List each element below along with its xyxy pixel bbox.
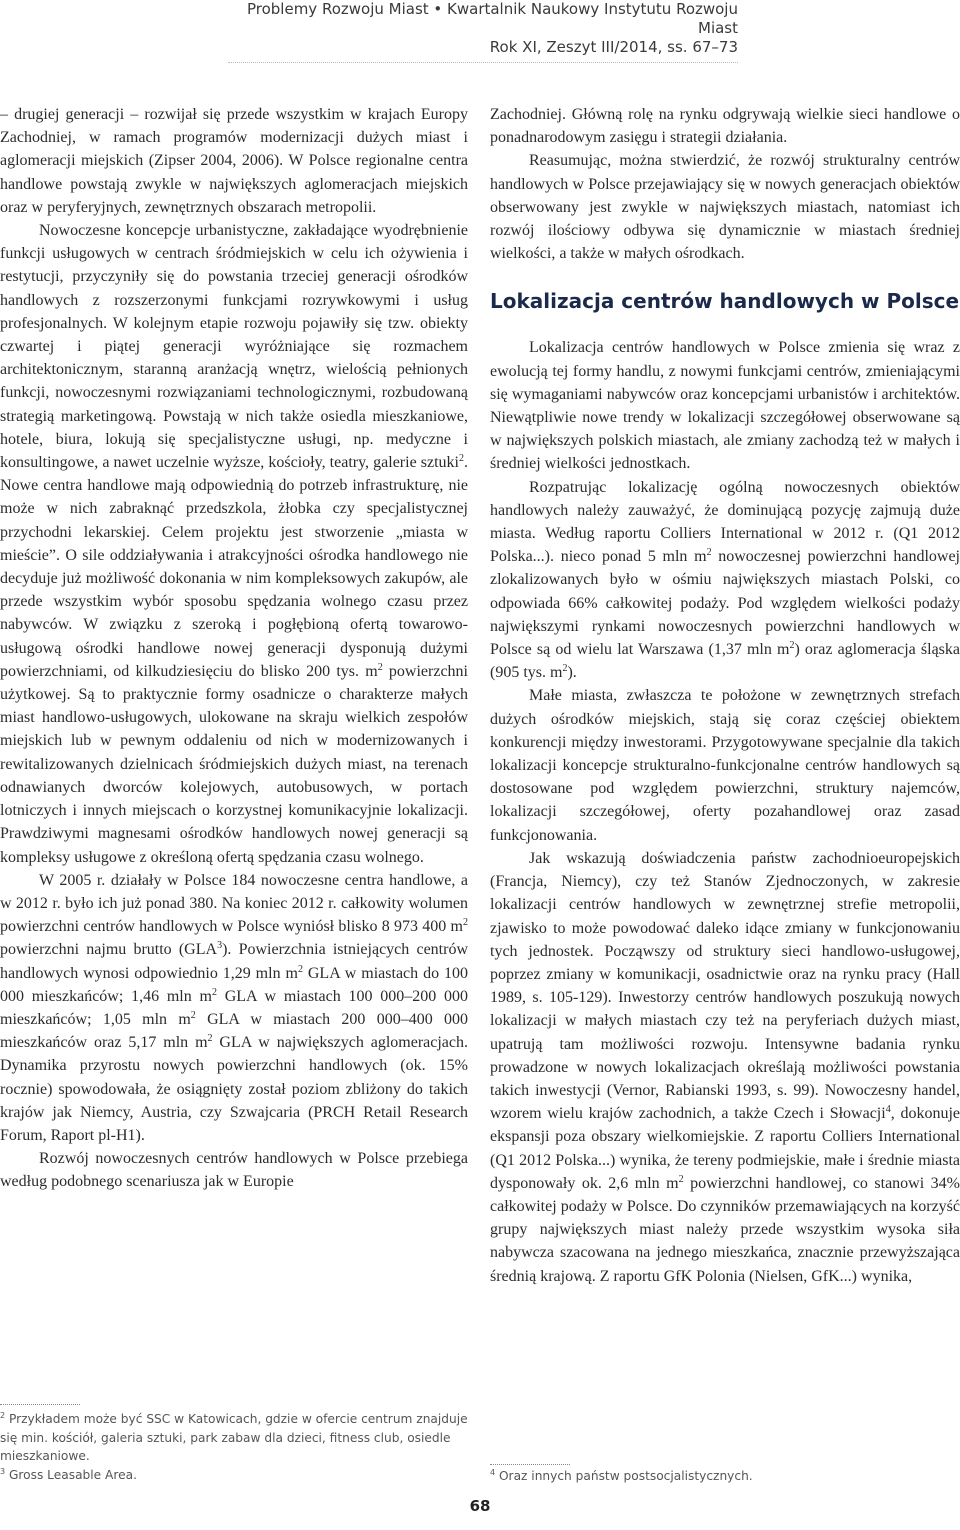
paragraph (490, 847, 960, 1288)
footnote-ref[interactable]: 4 (885, 1104, 891, 1116)
superscript: 2 (463, 917, 468, 929)
superscript: 2 (678, 1173, 684, 1185)
footnote-divider (0, 1404, 80, 1405)
journal-title: Problemy Rozwoju Miast • Kwartalnik Naukowy Instytutu Rozwoju Miast (246, 0, 738, 37)
text-run: ) oraz aglomeracja śląska (905 tys. m (490, 641, 960, 682)
text-run: ). Powierzchnia istniejących centrów handlowych wynosi odpowiednio 1,29 mln m (0, 941, 469, 982)
section-heading: Lokalizacja centrów handlowych w Polsce (490, 289, 960, 314)
superscript: 2 (297, 963, 303, 975)
text-run: , dokonuje ekspansji poza obszary wielkomiejskie. Z raportu Colliers International (Q1 2012 Polska...) wynika, że tereny podmiejskie, małe i średnie miasta dysponowały ok. 2,6 mln m (490, 1105, 960, 1192)
issue-info: Rok XI, Zeszyt III/2014, ss. 67–73 (489, 38, 738, 56)
superscript: 2 (377, 661, 383, 673)
paragraph: Rozwój nowoczesnych centrów handlowych w Polsce przebiega według podobnego scenariusza jak w Europie (0, 1150, 468, 1191)
footnote-3 (0, 1466, 468, 1485)
text-run: Rozpatrując lokalizację ogólną nowoczesnych obiektów handlowych należy zauważyć, że dominującą pozycję zajmują duże miasta. Według raportu Colliers International w 2012 r. (Q1 2012 Polska...). nieco ponad 5 mln m (490, 478, 960, 566)
footnote-4 (490, 1467, 960, 1486)
text-run: GLA w miastach 100 000–200 000 mieszkańców; 1,05 mln m (0, 987, 469, 1028)
text-run: GLA w miastach 200 000–400 000 mieszkańców oraz 5,17 mln m (0, 1010, 468, 1052)
paragraph: Reasumując, można stwierdzić, że rozwój strukturalny centrów handlowych w Polsce przejawiający się w nowych generacjach obiektów obserwowany jest zwykle w największych miastach, natomiast ich rozwój ilościowy odbywa się dynamicznie w miastach średniej wielkości, a także w małych ośrodkach. (490, 152, 960, 263)
superscript: 2 (789, 640, 795, 652)
left-column (0, 103, 468, 1194)
running-header (218, 0, 738, 57)
footnotes-right (490, 1467, 960, 1486)
paragraph: – drugiej generacji – rozwijał się przede wszystkim w krajach Europy Zachodniej, w ramach programów modernizacji dużych miast i aglomeracji miejskich (Zipser 2004, 2006). W Polsce regionalne centra handlowe powstają zwykle w największych aglomeracjach miejskich oraz w peryferyjnych, zewnętrznych obszarach metropolii. (0, 106, 468, 216)
superscript: 2 (706, 547, 712, 559)
header-divider (228, 62, 738, 63)
text-run: powierzchni handlowej, co stanowi 34% całkowitej podaży w Polsce. Do czynników przemawiających na korzyść grupy największych miast należy przede wszystkim wysoka siła nabywcza szacowana na jednego mieszkańca, znacznie przewyższająca średnią krajową. Z raportu GfK Polonia (Nielsen, GfK...) wynika, (490, 1174, 960, 1285)
footnote-divider (490, 1464, 570, 1465)
paragraph: Zachodniej. Główną rolę na rynku odgrywają wielkie sieci handlowe o ponadnarodowym zasięgu i strategii działania. (490, 106, 960, 147)
superscript: 2 (211, 986, 217, 998)
footnote-text: Przykładem może być SSC w Katowicach, gdzie w ofercie centrum znajduje się min. kościół, galeria sztuki, park zabaw dla dzieci, fitness club, osiedle mieszkaniowe. (0, 1412, 468, 1463)
footnote-number: 2 (0, 1411, 6, 1420)
footnote-2 (0, 1410, 468, 1466)
footnote-ref[interactable]: 2 (459, 453, 464, 465)
footnote-number: 4 (490, 1468, 496, 1477)
text-run: ). (567, 664, 577, 682)
text-run: powierzchni najmu brutto (GLA (0, 941, 218, 959)
text-run: GLA w miastach do 100 000 mieszkańców; 1,46 mln m (0, 964, 469, 1005)
right-column (490, 103, 960, 1288)
paragraph (0, 219, 468, 869)
text-run: Jak wskazują doświadczenia państw zachodnioeuropejskich (Francja, Niemcy), czy też Stanów Zjednoczonych, w zakresie lokalizacji centrów handlowych w zewnętrznej strefie metropolii, zjawisko to może powodować daleko idące zmiany w funkcjonowaniu tych jednostek. Począwszy od struktury sieci handlowo-usługowej, poprzez zmiany w komunikacji, osadnictwie oraz na rynku pracy (Hall 1989, s. 105-129). Inwestorzy centrów handlowych poszukują nowych lokalizacji w małych miastach czy też na peryferiach dużych miast, upatrują tam możliwości rozwoju. Intensywne badania rynku prowadzone w nowych lokalizacjach określają możliwości powstania takich inwestycji (Vernor, Rabianski 1993, s. 99). Nowoczesny handel, wzorem wielu krajów zachodnich, a także Czech i Słowacji (490, 849, 960, 1123)
page-number: 68 (469, 1497, 491, 1515)
superscript: 2 (190, 1009, 196, 1021)
superscript: 2 (207, 1033, 213, 1045)
footnote-ref[interactable]: 3 (217, 940, 223, 952)
text-run: GLA w największych aglomeracjach. Dynamika przyrostu nowych powierzchni handlowych (ok. 15% rocznie) spowodowała, że osiągnięty został poziom zbliżony do takich krajów jak Niemcy, Austria, czy Szwajcaria (PRCH Retail Research Forum, Raport pl-H1). (0, 1034, 468, 1144)
paragraph (490, 476, 960, 685)
footnote-text: Oraz innych państw postsocjalistycznych. (495, 1469, 753, 1483)
paragraph: Lokalizacja centrów handlowych w Polsce zmienia się wraz z ewolucją tej formy handlu, z nowymi funkcjami centrów, zmieniającymi się wymaganiami nabywców oraz koncepcjami urbanistów i architektów. Niewątpliwie nowe trendy w lokalizacji szczegółowej obserwowane są w największych polskich miastach, ale zmiany zachodzą też w małych i średniej wielkości jednostkach. (490, 339, 960, 473)
footnote-number: 3 (0, 1466, 6, 1476)
footnotes-left (0, 1410, 468, 1484)
text-run: . Nowe centra handlowe mają odpowiednią do potrzeb infrastrukturę, nie może w nich zabraknąć przedszkola, żłobka czy specjalistycznej przychodni lekarskiej. Celem projektu jest stworzenie „miasta w mieście”. O sile oddziaływania i atrakcyjności ośrodka handlowego nie decyduje już możliwość dokonania w nim kompleksowych zakupów, ale przede wszystkim wybór sposobu spędzania wolnego czasu przez nabywców. W związku z szeroką i pogłębioną ofertą towarowo-usługową ośrodki handlowe nowej generacji dysponują dużymi powierzchniami, od kilkudziesięciu do blisko 200 tys. m (0, 454, 468, 680)
footnote-text: Gross Leasable Area. (5, 1467, 137, 1482)
superscript: 2 (562, 663, 568, 675)
text-run: powierzchni użytkowej. Są to praktycznie formy osadnicze o charakterze małych miast handlowo-usługowych, ulokowane na skraju wielkich zespołów miejskich lub w pewnym oddaleniu od nich w modernizowanych i rewitalizowanych dzielnicach śródmiejskich dużych miast, na terenach odnawianych dworców kolejowych, autobusowych, w portach lotniczych i innych miejscach o korzystnej komunikacyjnie lokalizacji. Prawdziwymi magnesami ośrodków handlowych nowej generacji są kompleksy usługowe z określoną ofertą spędzania czasu wolnego. (0, 662, 468, 866)
text-run: Nowoczesne koncepcje urbanistyczne, zakładające wyodrębnienie funkcji usługowych w centrach śródmiejskich w celu ich ożywienia i restytucji, przyczyniły się do powstania trzeciej generacji ośrodków handlowych z rozszerzonymi funkcjami rozrywkowymi i usług profesjonalnych. W kolejnym etapie rozwoju pojawiły się tzw. obiekty czwartej i piątej generacji wyróżniające się rozmachem architektonicznym, staranną aranżacją wnętrz, wielością pełnionych funkcji, nowoczesnymi rozwiązaniami technologicznymi, rozbudowaną strategią marketingową. Powstają w nich także osiedla mieszkaniowe, hotele, biura, lokują się specjalistyczne usługi, np. medyczne i konsultingowe, a nawet uczelnie wyższe, kościoły, teatry, galerie sztuki (0, 222, 468, 472)
text-run: W 2005 r. działały w Polsce 184 nowoczesne centra handlowe, a w 2012 r. było ich już ponad 380. Na koniec 2012 r. całkowity wolumen powierzchni centrów handlowych w Polsce wyniósł blisko 8 973 400 m (0, 871, 468, 936)
paragraph: Małe miasta, zwłaszcza te położone w zewnętrznych strefach dużych ośrodków miejskich, stają się coraz częściej obiektem konkurencji między inwestorami. Przygotowywane specjalnie dla takich lokalizacji koncepcje strukturalno-funkcjonalne centrów handlowych są dostosowane pod względem powierzchni, struktury najemców, lokalizacji szczegółowej, oferty pozahandlowej oraz zasad funkcjonowania. (490, 687, 960, 844)
text-run: nowoczesnej powierzchni handlowej zlokalizowanych było w ośmiu największych miastach Polski, co odpowiada 66% całkowitej podaży. Pod względem wielkości podaży największymi rynkami nowoczesnych powierzchni handlowych w Polsce są od wielu lat Warszawa (1,37 mln m (490, 548, 960, 659)
paragraph (0, 869, 468, 1147)
